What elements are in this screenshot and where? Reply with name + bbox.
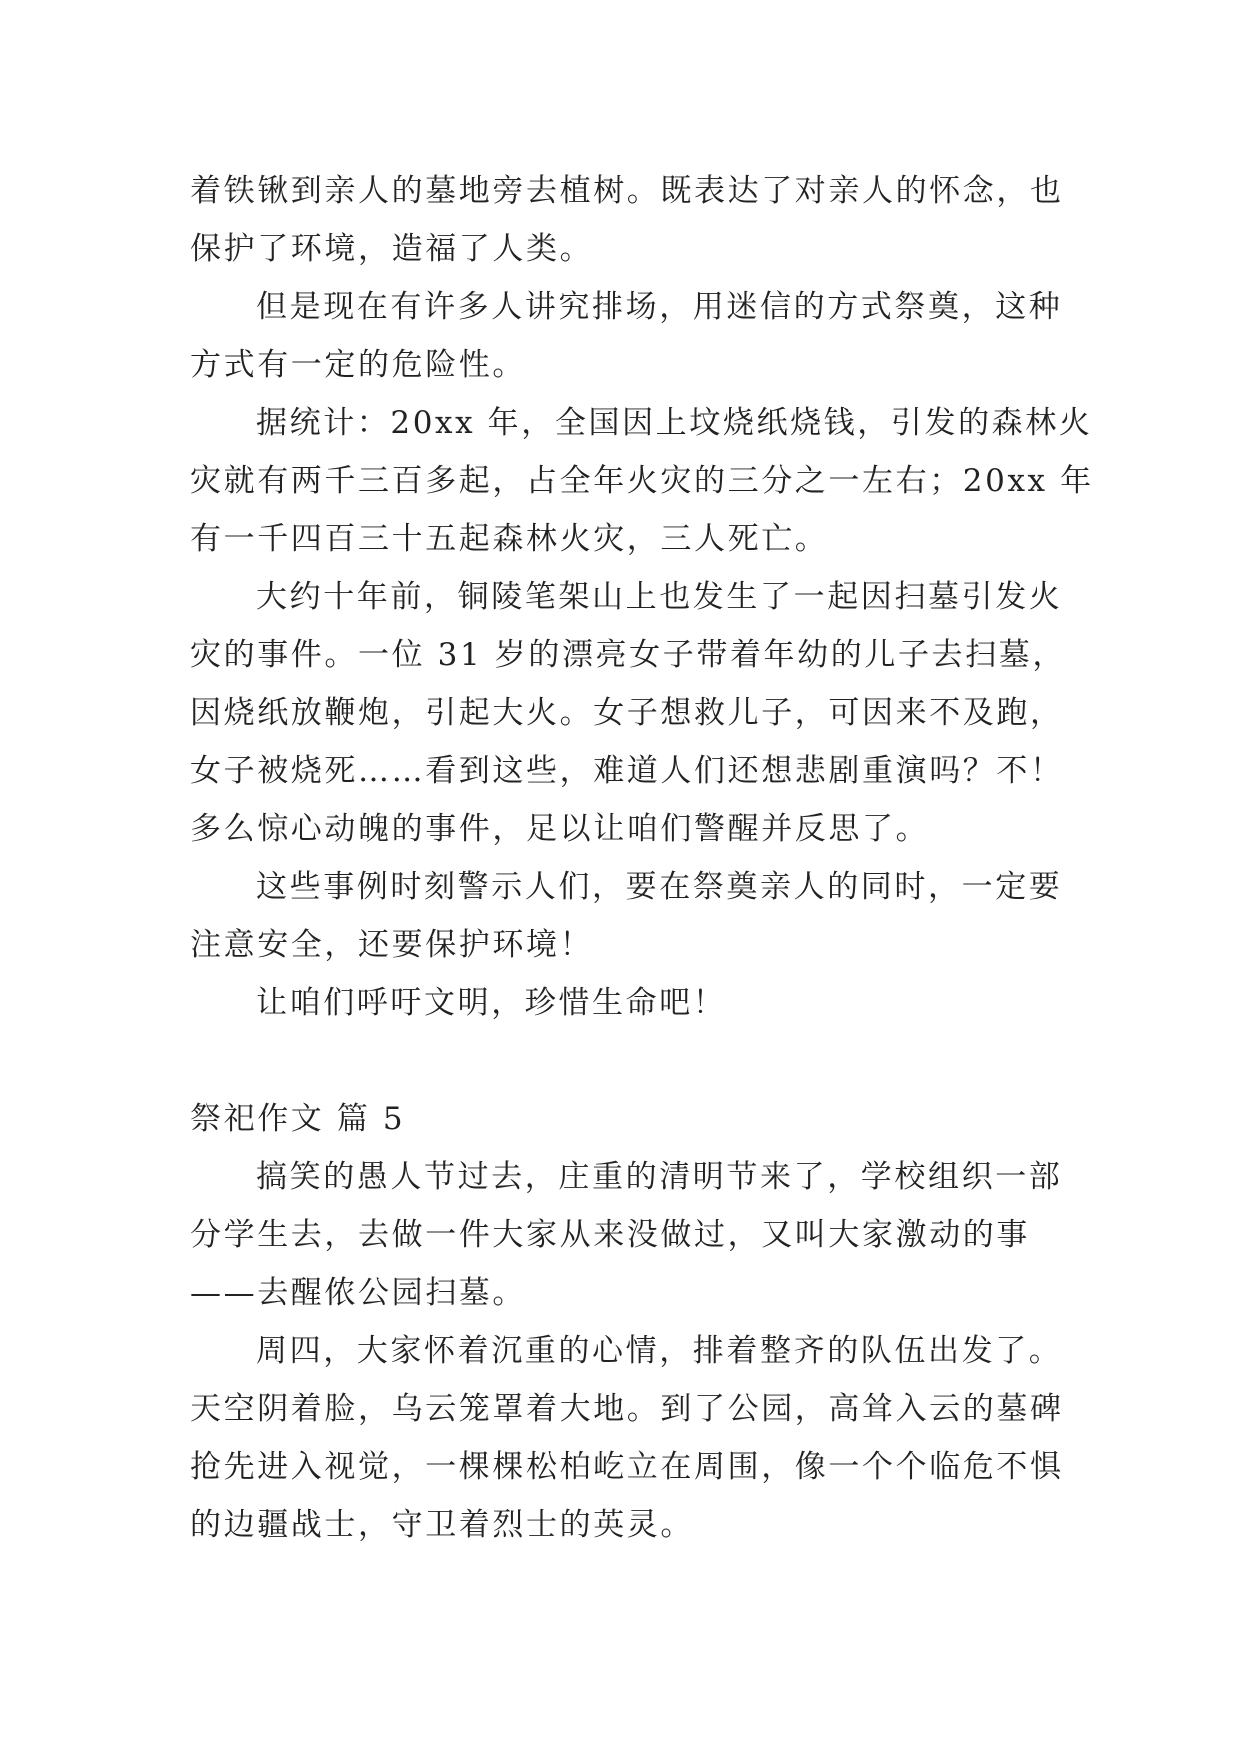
text-line: 大约十年前，铜陵笔架山上也发生了一起因扫墓引发火 <box>256 579 1063 615</box>
text-line: 因烧纸放鞭炮，引起大火。女子想救儿子，可因来不及跑， <box>190 695 1064 731</box>
text-line: 分学生去，去做一件大家从来没做过，又叫大家激动的事 <box>190 1217 1030 1253</box>
text-line: 注意安全，还要保护环境！ <box>190 927 594 963</box>
text-line: 让咱们呼吁文明，珍惜生命吧！ <box>256 985 727 1021</box>
text-line: 搞笑的愚人节过去，庄重的清明节来了，学校组织一部 <box>256 1159 1063 1195</box>
text-line: 据统计：20xx 年，全国因上坟烧纸烧钱，引发的森林火 <box>256 405 1093 441</box>
document-page <box>190 162 1094 1554</box>
text-line: 有一千四百三十五起森林火灾，三人死亡。 <box>190 521 829 557</box>
text-line: 着铁锹到亲人的墓地旁去植树。既表达了对亲人的怀念，也 <box>190 173 1064 209</box>
text-line: 周四，大家怀着沉重的心情，排着整齐的队伍出发了。 <box>256 1333 1063 1369</box>
text-line: 保护了环境，造福了人类。 <box>190 231 594 267</box>
paragraph-gap <box>190 1032 1058 1090</box>
text-line: 这些事例时刻警示人们，要在祭奠亲人的同时，一定要 <box>256 869 1063 905</box>
text-line: 灾就有两千三百多起，占全年火灾的三分之一左右；20xx 年 <box>190 463 1094 499</box>
text-line: 抢先进入视觉，一棵棵松柏屹立在周围，像一个个临危不惧 <box>190 1449 1064 1485</box>
text-line: 灾的事件。一位 31 岁的漂亮女子带着年幼的儿子去扫墓， <box>190 637 1066 673</box>
text-line: 女子被烧死……看到这些，难道人们还想悲剧重演吗？不！ <box>190 753 1064 789</box>
text-line: 方式有一定的危险性。 <box>190 347 526 383</box>
text-line: 但是现在有许多人讲究排场，用迷信的方式祭奠，这种 <box>256 289 1063 325</box>
section-heading: 祭祀作文 篇 5 <box>190 1101 406 1137</box>
text-line: 的边疆战士，守卫着烈士的英灵。 <box>190 1507 694 1543</box>
text-line: 多么惊心动魄的事件，足以让咱们警醒并反思了。 <box>190 811 930 847</box>
text-line: 天空阴着脸，乌云笼罩着大地。到了公园，高耸入云的墓碑 <box>190 1391 1064 1427</box>
text-line: ——去醒侬公园扫墓。 <box>190 1275 526 1311</box>
